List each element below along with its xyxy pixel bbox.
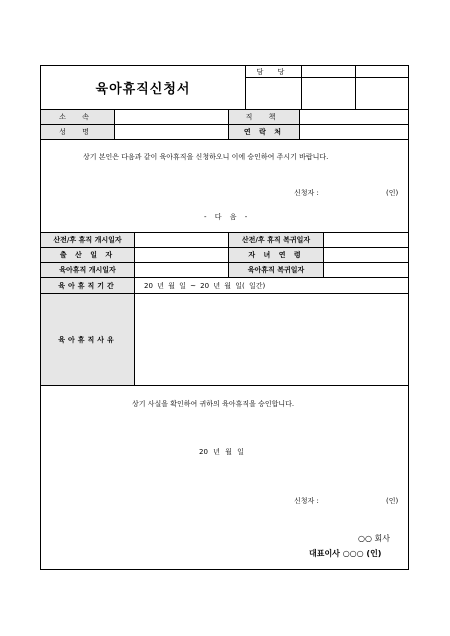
form-header [41,66,408,110]
child-age-label: 자 녀 연 령 [228,248,323,262]
approval-applicant-seal: (인) [386,497,399,505]
approval-label: 담 당 [256,68,291,76]
approval-section [41,386,408,569]
row-reason [41,294,408,386]
row-affiliation [41,110,408,125]
row-childcare-dates [41,263,408,278]
childcare-return-label: 육아휴직 복귀일자 [228,263,323,277]
reason-field[interactable] [134,294,408,385]
position-label: 직 책 [228,110,299,124]
approval-stamp-2[interactable] [301,78,355,109]
approval-applicant-label: 신청자 : [294,497,319,505]
row-period [41,278,408,294]
name-field[interactable] [114,125,228,139]
company-name: ○○ 회사 [358,534,390,543]
approval-box [245,66,408,109]
affiliation-label: 소 속 [41,110,114,124]
name-label: 성 명 [41,125,114,139]
row-birth [41,248,408,263]
birth-date-label: 출 산 일 자 [41,248,134,262]
request-applicant-label: 신청자 : [294,189,319,197]
row-name [41,125,408,140]
leave-start-field[interactable] [134,233,228,247]
approval-date: 20 년 월 일 [199,448,244,456]
approval-stamp-1[interactable] [246,78,301,109]
reason-label: 육아휴직사유 [41,294,134,385]
birth-date-field[interactable] [134,248,228,262]
leave-application-form [40,65,409,570]
leave-return-field[interactable] [323,233,408,247]
form-title: 육아휴직신청서 [95,82,191,97]
period-value: 20 년 월 일 ~ 20 년 월 일( 일간) [144,281,266,290]
child-age-field[interactable] [323,248,408,262]
ceo-signature: 대표이사 ○○○ (인) [309,549,382,558]
childcare-start-field[interactable] [134,263,228,277]
request-applicant-seal: (인) [386,189,399,197]
leave-start-label: 산전/후 휴직 개시일자 [41,233,134,247]
leave-return-label: 산전/후 휴직 복귀일자 [228,233,323,247]
period-label: 육아휴직기간 [41,278,134,293]
position-field[interactable] [299,110,408,124]
childcare-return-field[interactable] [323,263,408,277]
request-statement: 상기 본인은 다음과 같이 육아휴직을 신청하오니 이에 승인하여 주시기 바랍니다. [83,153,329,161]
affiliation-field[interactable] [114,110,228,124]
request-section [41,140,408,233]
childcare-start-label: 육아휴직 개시일자 [41,263,134,277]
row-leave-dates [41,233,408,248]
contact-label: 연 락 처 [228,125,299,139]
details-heading: - 다 음 - [204,213,251,221]
approval-stamp-3[interactable] [355,78,409,109]
contact-field[interactable] [299,125,408,139]
approval-statement: 상기 사실을 확인하여 귀하의 육아휴직을 승인합니다. [132,400,295,408]
period-field[interactable] [134,278,408,293]
